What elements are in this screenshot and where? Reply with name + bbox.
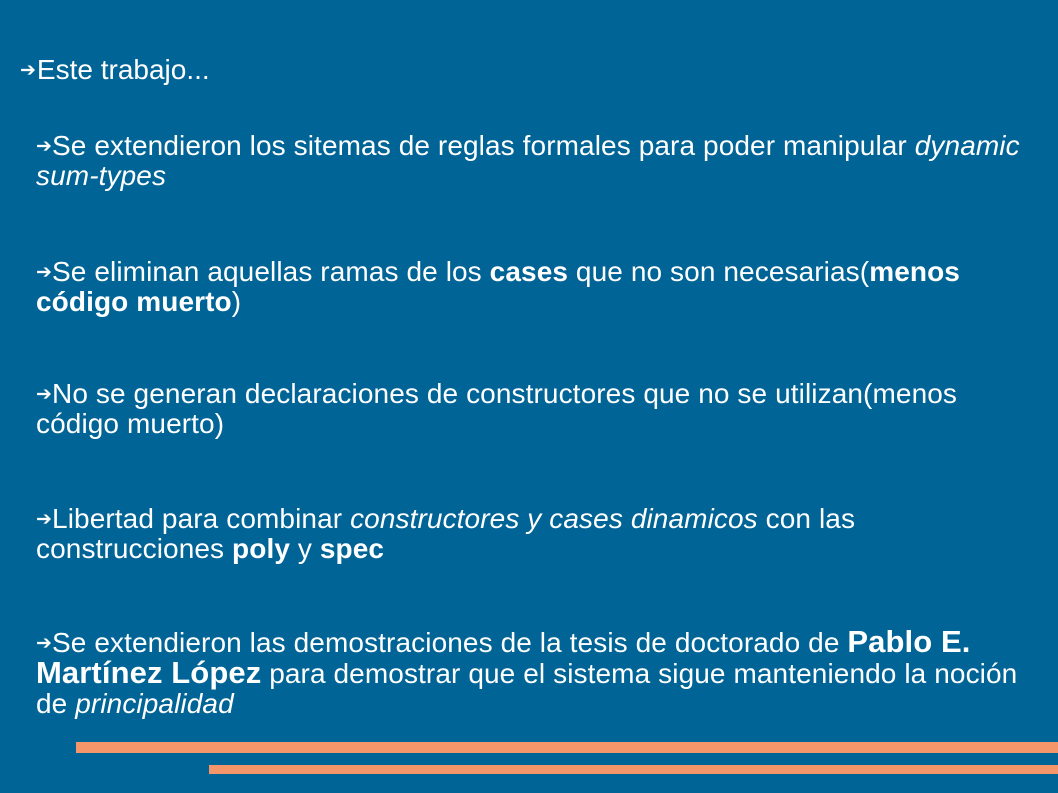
- bullet-text: que no son necesarias(: [568, 256, 870, 287]
- bullet-bold-text: cases: [489, 256, 569, 287]
- bullet-text: Libertad para combinar: [52, 503, 351, 534]
- bullet-text: ): [231, 286, 242, 317]
- bullet-italic-text: constructores y cases dinamicos: [350, 503, 758, 534]
- right-arrow-icon: ➔: [20, 60, 36, 81]
- bullet-text: para demostrar que el sistema sigue manteniendo la noción de: [36, 658, 1018, 719]
- right-arrow-icon: ➔: [36, 633, 53, 654]
- bullet-text: Se eliminan aquellas ramas de los: [52, 256, 490, 287]
- bullet-item-4: [36, 504, 1026, 564]
- decorative-line-bottom: [209, 765, 1058, 774]
- bullet-item-3: [36, 379, 1026, 439]
- right-arrow-icon: ➔: [36, 384, 53, 405]
- bullet-italic-text: dynamic sum-types: [36, 130, 1020, 191]
- bullet-item-5: [36, 624, 1026, 719]
- right-arrow-icon: ➔: [36, 509, 53, 530]
- bullet-text: Se extendieron las demostraciones de la tesis de doctorado de: [52, 627, 848, 658]
- bullet-bold-text: spec: [319, 533, 385, 564]
- bullet-text: con las construcciones: [36, 503, 856, 564]
- right-arrow-icon: ➔: [36, 262, 53, 283]
- bullet-italic-text: principalidad: [75, 688, 234, 719]
- bullet-text: y: [290, 533, 320, 564]
- right-arrow-icon: ➔: [36, 136, 53, 157]
- author-name: Pablo E. Martínez López: [36, 624, 971, 690]
- bullet-bold-text: menos código muerto: [36, 256, 960, 317]
- bullet-text: No se generan declaraciones de constructores que no se utilizan(menos código muerto): [36, 378, 958, 439]
- bullet-item-2: [36, 257, 1026, 317]
- bullet-text: Se extendieron los sitemas de reglas formales para poder manipular: [52, 130, 915, 161]
- bullet-bold-text: poly: [232, 533, 291, 564]
- title-text: Este trabajo...: [36, 54, 210, 85]
- slide-title: [20, 54, 210, 86]
- decorative-line-top: [76, 742, 1058, 753]
- bullet-item-1: [36, 131, 1026, 191]
